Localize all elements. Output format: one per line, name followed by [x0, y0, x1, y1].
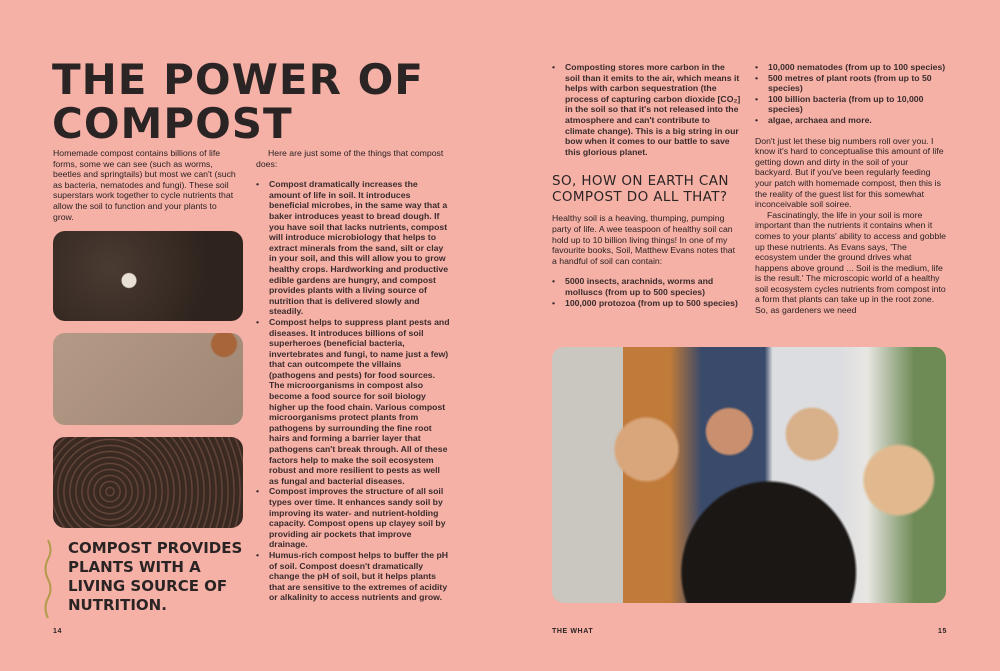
list-item: • 10,000 nematodes (from up to 100 species)	[755, 62, 947, 73]
benefits-list	[256, 179, 450, 603]
right-column-2	[755, 62, 947, 316]
soil-life-list	[552, 276, 742, 308]
right-column-1	[552, 62, 742, 308]
list-item: • algae, archaea and more.	[755, 115, 947, 126]
paragraph: Fascinatingly, the life in your soil is more important than the nutrients it contains when it comes to your plants' ability to access and gobble up these nutrients. As Evans says, 'The ecosystem under the ground drives what happens above ground ... Soil is the medium, life is the result.' The microscopic world of a healthy soil ecosystem cycles nutrients from compost into a form that plants can take up in the root zone. So, as gardeners we need	[755, 209, 946, 316]
children-compost-photo	[552, 347, 946, 603]
list-item: • Compost helps to suppress plant pests and diseases. It introduces billions of soil superheroes (beneficial bacteria, invertebrates and fungi, to name just a few) that can outcompete the villains (pathogens and pests) for food sources. The microorganisms in compost also become a food source for soil biology higher up the food chain. Various compost microorganisms protect plants from pathogens by surrounding the fine root hairs and forming a barrier layer that pathogens can't break through. All of these factors help to make the soil ecosystem robust and more resilient to pests as well as fungal and bacterial diseases.	[256, 317, 450, 487]
lead-text: Here are just some of the things that compost does:	[256, 148, 444, 169]
list-item: • Compost improves the structure of all soil types over time. It enhances sandy soil by improving its water- and nutrient-holding capacity. Compost opens up clayey soil by providing air pockets that improve drainage.	[256, 486, 450, 550]
list-item: • 500 metres of plant roots (from up to 50 species)	[755, 73, 947, 94]
wavy-line-icon	[42, 540, 54, 618]
millipede-photo	[53, 333, 243, 425]
page-number-right: 15	[938, 628, 947, 635]
section-heading: SO, HOW ON EARTH CAN COMPOST DO ALL THAT?	[552, 173, 729, 205]
list-item: • Compost dramatically increases the amount of life in soil. It introduces beneficial microbes, in the same way that a baker introduces yeast to bread dough. If you have soil that lacks nutrients, compost will introduce microbiology that helps to extract minerals from the sand, silt or clay in your soil, and this will allow you to grow healthy crops. Hardworking and productive edible gardens are hungry, and compost provides plants with a living source of nutrition that is delivered slowly and steadily.	[256, 179, 450, 317]
list-item: • 100 billion bacteria (from up to 10,000 species)	[755, 94, 947, 115]
intro-text: Homemade compost contains billions of life forms, some we can see (such as worms, beetles and springtails) but most we can't (such as bacteria, nematodes and fungi). These soil superstars work together to cycle nutrients that allow the soil to function and your plants to grow.	[53, 148, 236, 222]
page-number-left: 14	[53, 628, 62, 635]
running-head: THE WHAT	[552, 628, 594, 635]
list-item: • Humus-rich compost helps to buffer the pH of soil. Compost doesn't dramatically change the pH of soil, but it helps plants that are sensitive to the extremes of acidity or alkalinity to access nutrients and grow.	[256, 550, 450, 603]
list-item: • Composting stores more carbon in the soil than it emits to the air, which means it helps with carbon sequestration (the process of capturing carbon dioxide [CO₂] in the soil so that it's not released into the atmosphere and can't contribute to climate change). This is a big string in our bow when it comes to our battle to save this glorious planet.	[552, 62, 742, 157]
list-item: • 100,000 protozoa (from up to 500 species)	[552, 298, 742, 309]
worms-photo	[53, 437, 243, 528]
page-title	[52, 55, 424, 148]
paragraph: Healthy soil is a heaving, thumping, pumping party of life. A wee teaspoon of healthy soil can hold up to 10 billion living things! In one of my favourite books, Soil, Matthew Evans notes that a handful of soil can contain:	[552, 213, 736, 266]
title-line: THE POWER OF	[52, 55, 424, 104]
paragraph: Don't just let these big numbers roll over you. I know it's hard to conceptualise this amount of life getting down and dirty in the soil of your backyard. But if you've been regularly feeding your patch with homemade compost, then this is the reality of the guest list for this somewhat inconceivable soil soiree.	[755, 135, 944, 210]
title-line: COMPOST	[52, 99, 293, 148]
soil-grub-photo	[53, 231, 243, 321]
middle-column	[256, 148, 450, 603]
soil-life-list-continued	[755, 62, 947, 126]
pull-quote: COMPOST PROVIDES PLANTS WITH A LIVING SOURCE OF NUTRITION.	[68, 539, 243, 614]
list-item: • 5000 insects, arachnids, worms and molluscs (from up to 500 species)	[552, 276, 742, 297]
